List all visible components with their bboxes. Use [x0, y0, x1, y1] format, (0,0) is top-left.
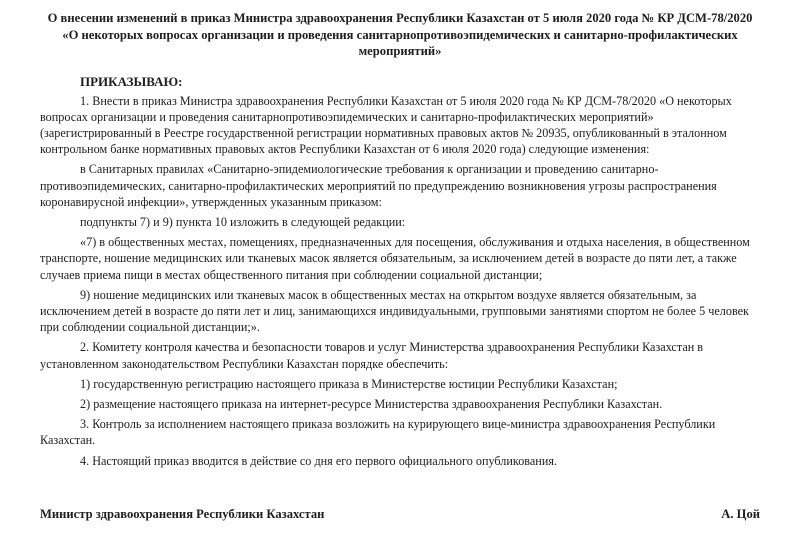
paragraph-subpoints: подпункты 7) и 9) пункта 10 изложить в следующей редакции:: [80, 214, 406, 229]
signature-name: А. Цой: [721, 507, 760, 521]
paragraph-3: 3. Контроль за исполнением настоящего приказа возложить на курирующего вице-министра здравоохранения Республики Казахстан.: [40, 417, 716, 448]
signature-block: [40, 506, 760, 522]
paragraph-2: 2. Комитету контроля качества и безопасности товаров и услуг Министерства здравоохранения Республики Казахстан в установленном законодательством Республики Казахстан порядке обеспечить:: [40, 340, 704, 371]
order-heading: ПРИКАЗЫВАЮ:: [80, 73, 183, 89]
document-title: О внесении изменений в приказ Министра здравоохранения Республики Казахстан от 5 июля 2020 года № КР ДСМ-78/2020 «О некоторых вопросах организации и проведения санитарнопротивоэпидемических и санитарно-профилактических мероприятий»: [47, 11, 753, 58]
paragraph-subpoint-9: 9) ношение медицинских или тканевых масок в общественных местах на открытом воздухе является обязательным, за исключением детей в возрасте до пяти лет и лиц, занимающихся индивидуальными, групповыми занятиями спортом не более 5 человек при соблюдении социальной дистанции;».: [40, 287, 749, 335]
paragraph-2-item-2: 2) размещение настоящего приказа на интернет-ресурсе Министерства здравоохранения Республики Казахстан.: [80, 396, 663, 411]
paragraph-sanitary-rules: в Санитарных правилах «Санитарно-эпидемиологические требования к организации и проведению санитарно-противоэпидемических, санитарно-профилактических мероприятий по предупреждению возникновения угрозы распространения коронавирусной инфекции», утвержденных указанным приказом:: [40, 162, 717, 209]
paragraph-subpoint-7: «7) в общественных местах, помещениях, предназначенных для посещения, обслуживания и отдыха населения, в общественном транспорте, ношение медицинских или тканевых масок является обязательным, за исключением детей в возрасте до пяти лет, а также случаев приема пищи в местах общественного питания при соблюдении социальной дистанции;: [40, 235, 750, 282]
signature-position: Министр здравоохранения Республики Казахстан: [40, 507, 325, 521]
paragraph-1: 1. Внести в приказ Министра здравоохранения Республики Казахстан от 5 июля 2020 года № КР ДСМ-78/2020 «О некоторых вопросах организации и проведения санитарнопротивоэпидемических и санитарно-профилактических мероприятий» (зарегистрированный в Реестре государственной регистрации нормативных правовых актов № 20935, опубликованный в эталонном контрольном банке нормативных правовых актов Республики Казахстан от 6 июля 2020 года) следующие изменения:: [40, 93, 732, 157]
paragraph-4: 4. Настоящий приказ вводится в действие со дня его первого официального опубликования.: [80, 453, 557, 468]
paragraph-2-item-1: 1) государственную регистрацию настоящего приказа в Министерстве юстиции Республики Казахстан;: [80, 376, 618, 391]
